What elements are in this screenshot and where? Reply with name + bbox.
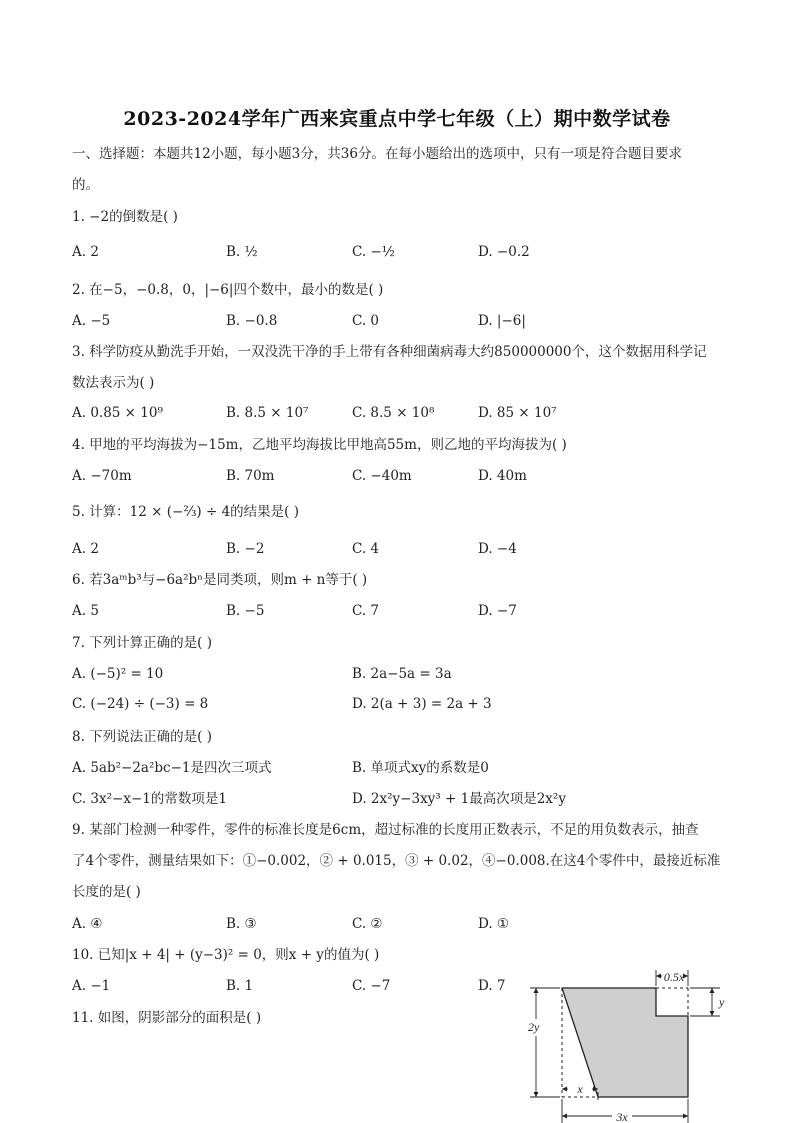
question-5-option-d: D. −4 <box>478 541 517 557</box>
question-5-stem: 5. 计算：12 × (−⅔) ÷ 4的结果是( ) <box>72 504 299 520</box>
question-7-option-d: D. 2(a + 3) = 2a + 3 <box>352 696 492 712</box>
question-9-option-d: D. ① <box>478 916 510 932</box>
question-1-option-b: B. ½ <box>226 244 258 260</box>
question-8-option-a: A. 5ab²−2a²bc−1是四次三项式 <box>72 760 272 776</box>
question-9-option-b: B. ③ <box>226 916 257 932</box>
question-7-option-a: A. (−5)² = 10 <box>72 666 164 682</box>
question-3-option-c: C. 8.5 × 10⁸ <box>352 405 435 421</box>
question-9-stem-line1: 9. 某部门检测一种零件，零件的标准长度是6cm，超过标准的长度用正数表示，不足的用负数表示，抽查 <box>72 822 699 838</box>
left-dim-arrow-bottom <box>534 1092 539 1097</box>
question-10-option-a: A. −1 <box>72 978 111 994</box>
shaded-region <box>562 988 688 1097</box>
label-right: y <box>719 995 725 1009</box>
question-8-option-c: C. 3x²−x−1的常数项是1 <box>72 791 227 807</box>
question-4-option-d: D. 40m <box>478 468 527 484</box>
question-10-option-c: C. −7 <box>352 978 391 994</box>
question-7-option-c: C. (−24) ÷ (−3) = 8 <box>72 696 209 712</box>
question-11-stem: 11. 如图，阴影部分的面积是( ) <box>72 1010 262 1026</box>
bottom-outer-arrow-right <box>683 1114 688 1119</box>
exam-title: 2023-2024学年广西来宾重点中学七年级（上）期中数学试卷 <box>123 108 671 130</box>
label-top: 0.5x <box>663 970 685 984</box>
question-3-stem-line1: 3. 科学防疫从勤洗手开始，一双没洗干净的手上带有各种细菌病毒大约850000000个，这个数据用科学记 <box>72 344 707 360</box>
question-7-option-b: B. 2a−5a = 3a <box>352 666 452 682</box>
question-1-stem: 1. −2的倒数是( ) <box>72 209 178 225</box>
question-3-option-d: D. 85 × 10⁷ <box>478 405 557 421</box>
question-2-option-a: A. −5 <box>72 313 111 329</box>
question-2-option-d: D. |−6| <box>478 313 526 329</box>
question-1-option-d: D. −0.2 <box>478 244 530 260</box>
section-heading-line1: 一、选择题：本题共12小题，每小题3分，共36分。在每小题给出的选项中，只有一项是符合题目要求 <box>72 146 682 162</box>
question-2-option-c: C. 0 <box>352 313 380 329</box>
shaded-area-figure <box>520 964 730 1123</box>
question-6-stem: 6. 若3aᵐb³与−6a²bⁿ是同类项，则m + n等于( ) <box>72 572 368 588</box>
question-9-option-c: C. ② <box>352 916 383 932</box>
question-6-option-c: C. 7 <box>352 603 380 619</box>
question-10-option-b: B. 1 <box>226 978 254 994</box>
question-3-option-a: A. 0.85 × 10⁹ <box>72 405 163 421</box>
question-8-stem: 8. 下列说法正确的是( ) <box>72 729 212 745</box>
question-3-stem-line2: 数法表示为( ) <box>72 375 155 391</box>
question-1-option-a: A. 2 <box>72 244 99 260</box>
question-2-stem: 2. 在−5，−0.8，0，|−6|四个数中，最小的数是( ) <box>72 282 384 298</box>
left-dim-arrow-top <box>534 988 539 993</box>
question-2-option-b: B. −0.8 <box>226 313 278 329</box>
question-6-option-a: A. 5 <box>72 603 99 619</box>
label-left: 2y <box>528 1020 540 1034</box>
right-dim-arrow-bottom <box>710 1011 715 1016</box>
question-4-option-b: B. 70m <box>226 468 275 484</box>
question-3-option-b: B. 8.5 × 10⁷ <box>226 405 309 421</box>
question-4-stem: 4. 甲地的平均海拔为−15m，乙地平均海拔比甲地高55m，则乙地的平均海拔为( ) <box>72 437 567 453</box>
bottom-outer-arrow-left <box>562 1114 567 1119</box>
question-5-option-a: A. 2 <box>72 541 99 557</box>
bottom-inner-arrow-left <box>562 1087 567 1092</box>
question-8-option-d: D. 2x²y−3xy³ + 1最高次项是2x²y <box>352 791 566 807</box>
question-6-option-b: B. −5 <box>226 603 265 619</box>
question-5-option-c: C. 4 <box>352 541 380 557</box>
question-1-option-c: C. −½ <box>352 244 395 260</box>
question-4-option-a: A. −70m <box>72 468 132 484</box>
question-6-option-d: D. −7 <box>478 603 517 619</box>
label-bottom-outer: 3x <box>616 1110 628 1123</box>
section-heading-line2: 的。 <box>72 177 99 193</box>
question-10-option-d: D. 7 <box>478 978 506 994</box>
question-7-stem: 7. 下列计算正确的是( ) <box>72 635 212 651</box>
top-dim-arrow-left <box>656 974 661 979</box>
question-9-option-a: A. ④ <box>72 916 103 932</box>
question-8-option-b: B. 单项式xy的系数是0 <box>352 760 489 776</box>
question-5-option-b: B. −2 <box>226 541 265 557</box>
question-9-stem-line3: 长度的是( ) <box>72 884 141 900</box>
question-4-option-c: C. −40m <box>352 468 412 484</box>
question-10-stem: 10. 已知|x + 4| + (y−3)² = 0，则x + y的值为( ) <box>72 947 380 963</box>
question-9-stem-line2: 了4个零件，测量结果如下：①−0.002，② + 0.015，③ + 0.02，④−0.008.在这4个零件中，最接近标准 <box>72 853 721 869</box>
label-bottom-inner: x <box>577 1082 583 1096</box>
right-dim-arrow-top <box>710 988 715 993</box>
